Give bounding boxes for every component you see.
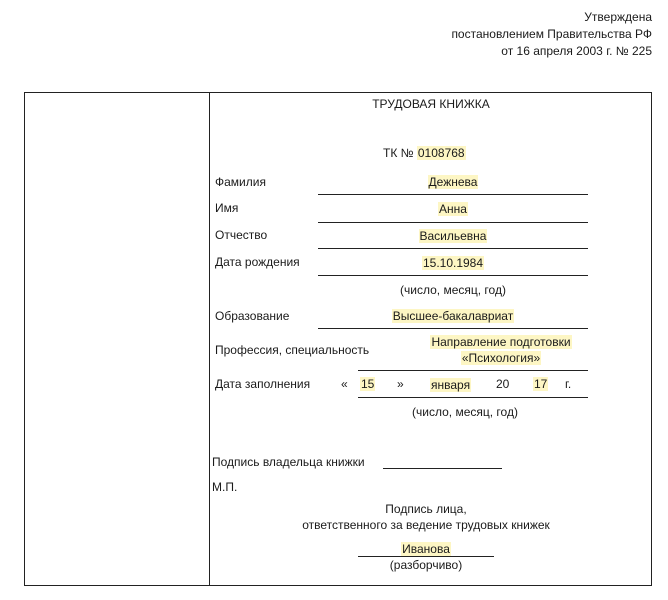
name-underline bbox=[318, 222, 588, 223]
surname-value: Дежнева bbox=[428, 175, 478, 189]
birthdate-value: 15.10.1984 bbox=[422, 256, 484, 270]
fill-year: 17 bbox=[534, 377, 548, 391]
responsible-signature-line bbox=[358, 556, 494, 557]
surname-label: Фамилия bbox=[215, 175, 266, 189]
responsible-hint: (разборчиво) bbox=[389, 558, 463, 572]
fill-month: января bbox=[431, 378, 471, 392]
birthdate-underline bbox=[318, 275, 588, 276]
name-field bbox=[318, 202, 588, 216]
quote-open: « bbox=[341, 377, 348, 391]
frame-divider bbox=[209, 92, 210, 586]
fill-date-hint: (число, месяц, год) bbox=[412, 405, 518, 419]
name-value: Анна bbox=[439, 202, 467, 216]
surname-field bbox=[318, 175, 588, 189]
responsible-line-2: ответственного за ведение трудовых книжек bbox=[302, 518, 550, 532]
patronymic-label: Отчество bbox=[215, 228, 268, 242]
profession-value-line-1 bbox=[400, 335, 602, 349]
name-label: Имя bbox=[215, 201, 239, 215]
responsible-name: Иванова bbox=[402, 542, 450, 556]
patronymic-underline bbox=[318, 248, 588, 249]
profession-label: Профессия, специальность bbox=[215, 343, 370, 357]
education-field bbox=[318, 309, 588, 323]
education-label: Образование bbox=[215, 309, 290, 323]
owner-signature-label: Подпись владельца книжки bbox=[212, 455, 365, 469]
responsible-name-field bbox=[358, 542, 494, 556]
birthdate-hint: (число, месяц, год) bbox=[400, 283, 506, 297]
fill-day-field bbox=[360, 377, 375, 391]
year-suffix: г. bbox=[565, 377, 572, 391]
birthdate-label: Дата рождения bbox=[215, 255, 300, 269]
responsible-line-1: Подпись лица, bbox=[385, 502, 467, 516]
profession-value-2: «Психология» bbox=[461, 351, 541, 365]
patronymic-field bbox=[318, 229, 588, 243]
quote-close: » bbox=[397, 377, 404, 391]
approval-line-2: постановлением Правительства РФ bbox=[451, 27, 652, 41]
owner-signature-line bbox=[383, 468, 502, 469]
stamp-label: М.П. bbox=[212, 480, 238, 494]
tk-prefix: ТК № bbox=[383, 146, 414, 160]
profession-underline bbox=[358, 370, 588, 371]
approval-line-3: от 16 апреля 2003 г. № 225 bbox=[501, 44, 652, 58]
fill-year-field bbox=[533, 377, 548, 391]
tk-number-row bbox=[383, 146, 466, 160]
surname-underline bbox=[318, 194, 588, 195]
tk-number: 0108768 bbox=[417, 146, 465, 160]
education-value: Высшее-бакалавриат bbox=[392, 309, 514, 323]
patronymic-value: Васильевна bbox=[419, 229, 487, 243]
fill-date-label: Дата заполнения bbox=[215, 377, 311, 391]
year-prefix: 20 bbox=[496, 377, 510, 391]
education-underline bbox=[318, 328, 588, 329]
approval-line-1: Утверждена bbox=[584, 10, 652, 24]
profession-value-line-2 bbox=[400, 351, 602, 365]
fill-day: 15 bbox=[361, 377, 375, 391]
birthdate-field bbox=[318, 256, 588, 270]
fill-month-field bbox=[430, 378, 471, 392]
document-title: ТРУДОВАЯ КНИЖКА bbox=[372, 97, 490, 111]
fill-date-underline bbox=[358, 397, 588, 398]
profession-value-1: Направление подготовки bbox=[431, 335, 571, 349]
